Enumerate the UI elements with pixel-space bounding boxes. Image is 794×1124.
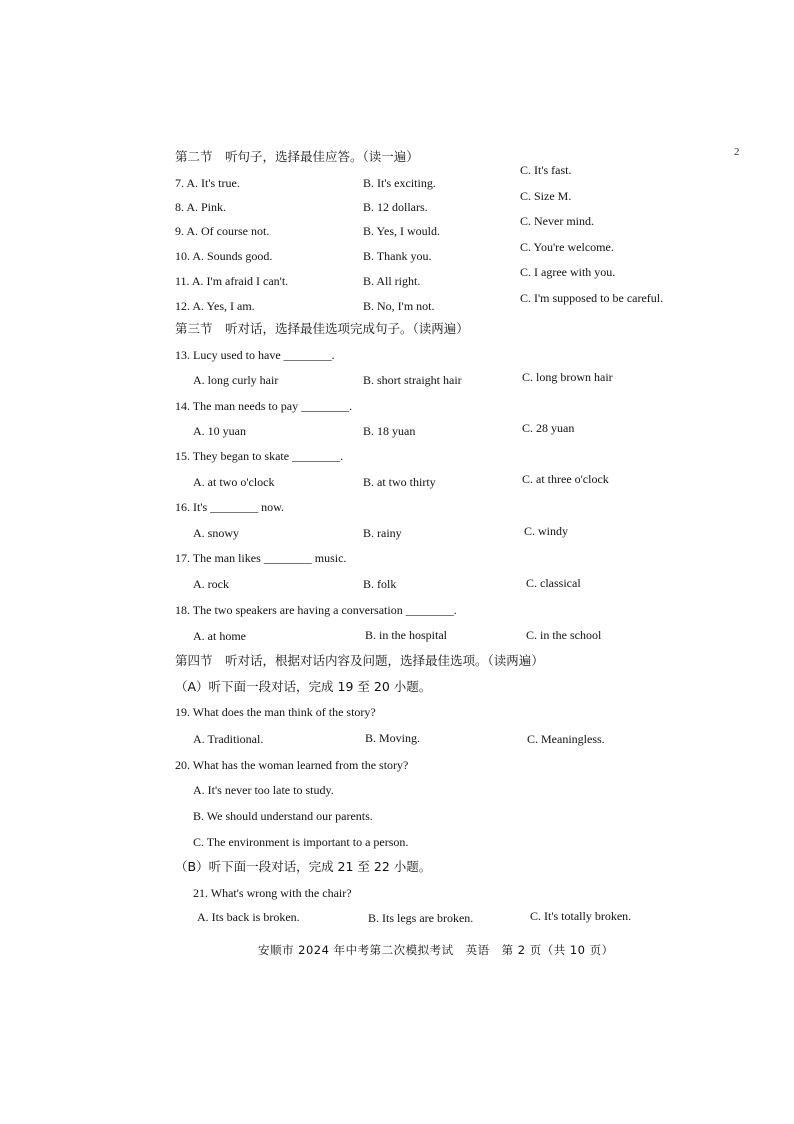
q16-option-a: A. snowy	[193, 526, 240, 540]
q13-stem: 13. Lucy used to have ________.	[175, 348, 335, 362]
q19-option-b: B. Moving.	[365, 731, 421, 745]
q15-stem: 15. They began to skate ________.	[175, 449, 344, 463]
q9-option-a: 9. A. Of course not.	[175, 224, 270, 238]
q18-option-c: C. in the school	[526, 628, 602, 642]
part-b-instruction: （B）听下面一段对话，完成 21 至 22 小题。	[175, 859, 432, 874]
q8-option-b: B. 12 dollars.	[363, 200, 428, 214]
q21-stem: 21. What's wrong with the chair?	[193, 886, 352, 900]
q18-option-a: A. at home	[193, 629, 246, 643]
q8-option-c: C. Size M.	[520, 189, 572, 203]
q21-option-a: A. Its back is broken.	[197, 910, 300, 924]
q20-stem: 20. What has the woman learned from the story?	[175, 758, 409, 772]
q21-option-b: B. Its legs are broken.	[368, 911, 474, 925]
q19-option-c: C. Meaningless.	[527, 732, 605, 746]
part-a-instruction: （A）听下面一段对话，完成 19 至 20 小题。	[175, 679, 432, 694]
q17-stem: 17. The man likes ________ music.	[175, 551, 347, 565]
q15-option-a: A. at two o'clock	[193, 475, 275, 489]
q14-stem: 14. The man needs to pay ________.	[175, 399, 353, 413]
q10-option-b: B. Thank you.	[363, 249, 432, 263]
q15-option-c: C. at three o'clock	[522, 472, 609, 486]
q18-option-b: B. in the hospital	[365, 628, 447, 642]
q21-option-c: C. It's totally broken.	[530, 909, 632, 923]
q18-stem: 18. The two speakers are having a conversation ________.	[175, 603, 457, 617]
q13-option-b: B. short straight hair	[363, 373, 462, 387]
q17-option-c: C. classical	[526, 576, 581, 590]
q14-option-b: B. 18 yuan	[363, 424, 416, 438]
q17-option-b: B. folk	[363, 577, 397, 591]
q20-option-c: C. The environment is important to a person.	[193, 835, 409, 849]
q14-option-c: C. 28 yuan	[522, 421, 575, 435]
q10-option-c: C. You're welcome.	[520, 240, 614, 254]
q19-stem: 19. What does the man think of the story?	[175, 705, 376, 719]
q9-option-c: C. Never mind.	[520, 214, 594, 228]
q15-option-b: B. at two thirty	[363, 475, 436, 489]
section-3-heading: 第三节 听对话，选择最佳选项完成句子。（读两遍）	[175, 321, 469, 336]
q16-stem: 16. It's ________ now.	[175, 500, 285, 514]
q10-option-a: 10. A. Sounds good.	[175, 249, 273, 263]
q12-option-b: B. No, I'm not.	[363, 299, 435, 313]
q13-option-c: C. long brown hair	[522, 370, 613, 384]
q11-option-a: 11. A. I'm afraid I can't.	[175, 274, 289, 288]
q11-option-c: C. I agree with you.	[520, 265, 616, 279]
section-4-heading: 第四节 听对话，根据对话内容及问题，选择最佳选项。（读两遍）	[175, 653, 544, 668]
q8-option-a: 8. A. Pink.	[175, 200, 227, 214]
page-footer: 安顺市 2024 年中考第二次模拟考试 英语 第 2 页（共 10 页）	[258, 943, 614, 957]
q7-option-a: 7. A. It's true.	[175, 176, 240, 190]
q16-option-c: C. windy	[524, 524, 569, 538]
q11-option-b: B. All right.	[363, 274, 421, 288]
q17-option-a: A. rock	[193, 577, 229, 591]
q12-option-c: C. I'm supposed to be careful.	[520, 291, 664, 305]
corner-mark: 2	[734, 146, 740, 158]
q9-option-b: B. Yes, I would.	[363, 224, 441, 238]
q20-option-b: B. We should understand our parents.	[193, 809, 373, 823]
q16-option-b: B. rainy	[363, 526, 402, 540]
q14-option-a: A. 10 yuan	[193, 424, 246, 438]
q7-option-b: B. It's exciting.	[363, 176, 436, 190]
q20-option-a: A. It's never too late to study.	[193, 783, 334, 797]
q19-option-a: A. Traditional.	[193, 732, 264, 746]
section-2-heading: 第二节 听句子，选择最佳应答。（读一遍）	[175, 149, 419, 164]
q12-option-a: 12. A. Yes, I am.	[175, 299, 255, 313]
q7-option-c: C. It's fast.	[520, 163, 572, 177]
q13-option-a: A. long curly hair	[193, 373, 279, 387]
